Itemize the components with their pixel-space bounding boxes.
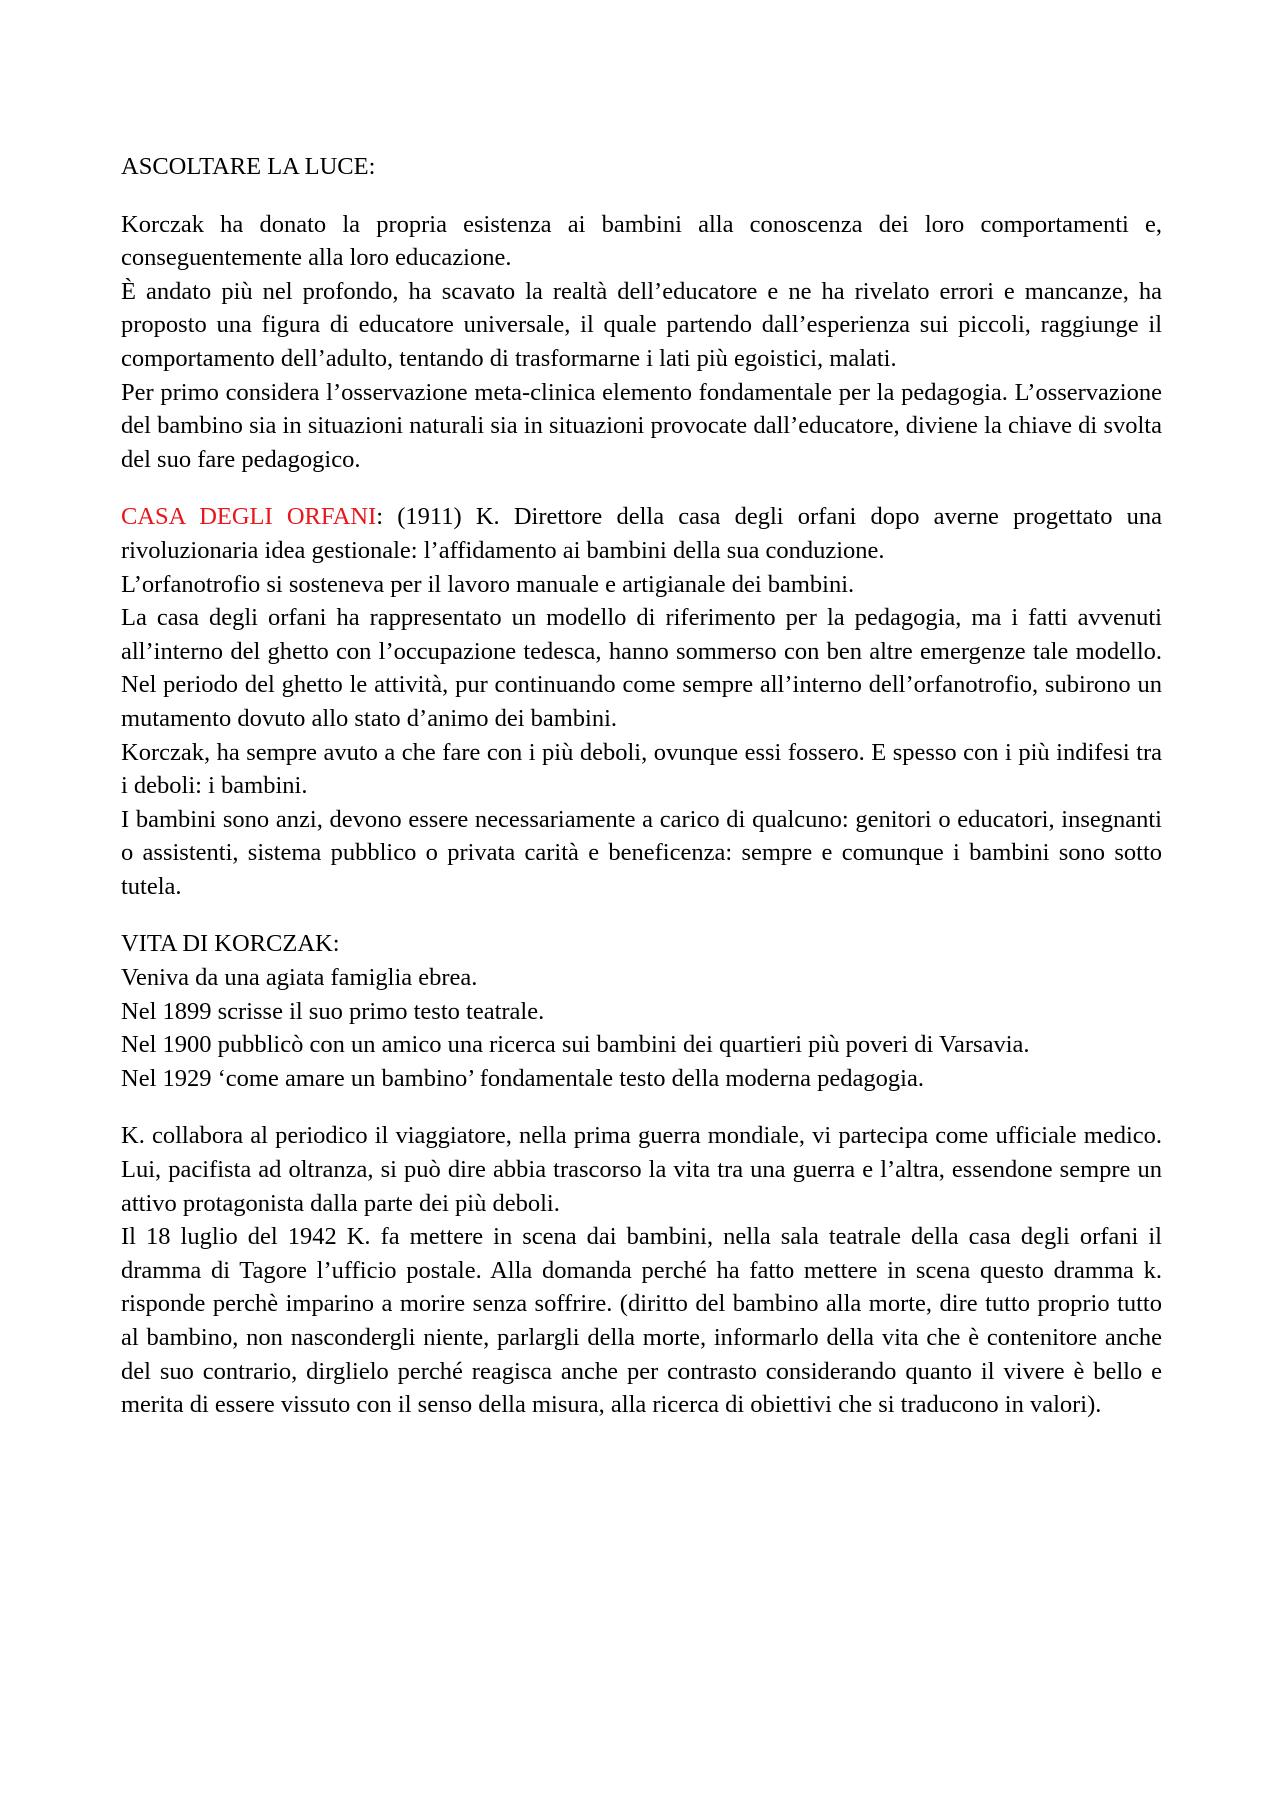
paragraph-gap xyxy=(121,903,1162,927)
paragraph: L’orfanotrofio si sosteneva per il lavoro manuale e artigianale dei bambini. xyxy=(121,570,855,598)
heading-vita-di-korczak: VITA DI KORCZAK: xyxy=(121,930,340,958)
paragraph: Per primo considera l’osservazione meta-clinica elemento fondamentale per la pedagogia. L’osservazione del bambino sia in situazioni naturali sia in situazioni provocate dall’educatore, diviene la chiave di svolta del suo fare pedagogico. xyxy=(121,378,1162,473)
paragraph: Nel 1900 pubblicò con un amico una ricerca sui bambini dei quartieri più poveri di Varsavia. xyxy=(121,1031,1030,1059)
paragraph: Il 18 luglio del 1942 K. fa mettere in scena dai bambini, nella sala teatrale della casa degli orfani il dramma di Tagore l’ufficio postale. Alla domanda perché ha fatto mettere in scena questo dramma k. risponde perchè imparino a morire senza soffrire. (diritto del bambino alla morte, dire tutto proprio tutto al bambino, non nascondergli niente, parlargli della morte, informarlo della vita che è contenitore anche del suo contrario, dirglielo perché reagisca anche per contrasto considerando quanto il vivere è bello e merita di essere vissuto con il senso della misura, alla ricerca di obiettivi che si traducono in valori). xyxy=(121,1223,1162,1419)
paragraph: Korczak, ha sempre avuto a che fare con i più deboli, ovunque essi fossero. E spesso con i più indifesi tra i deboli: i bambini. xyxy=(121,738,1162,800)
paragraph: Veniva da una agiata famiglia ebrea. xyxy=(121,964,478,992)
paragraph-gap xyxy=(121,184,1162,208)
paragraph-text: : (1911) K. Direttore della casa degli orfani dopo averne progettato una rivoluzionaria idea gestionale: l’affidamento ai bambini della sua conduzione. xyxy=(121,503,1163,564)
document-page xyxy=(121,150,1162,1422)
heading-ascoltare-la-luce: ASCOLTARE LA LUCE: xyxy=(121,153,376,180)
paragraph-gap xyxy=(121,1095,1162,1119)
paragraph: I bambini sono anzi, devono essere necessariamente a carico di qualcuno: genitori o educatori, insegnanti o assistenti, sistema pubblico o privata carità e beneficenza: sempre e comunque i bambini sono sotto tutela. xyxy=(121,805,1162,900)
paragraph: K. collabora al periodico il viaggiatore, nella prima guerra mondiale, vi partecipa come ufficiale medico. Lui, pacifista ad oltranza, si può dire abbia trascorso la vita tra una guerra e l’altra, essendone sempre un attivo protagonista dalla parte dei più deboli. xyxy=(121,1122,1162,1217)
heading-casa-degli-orfani: CASA DEGLI ORFANI xyxy=(121,503,377,531)
paragraph-gap xyxy=(121,476,1162,500)
paragraph: La casa degli orfani ha rappresentato un modello di riferimento per la pedagogia, ma i fatti avvenuti all’interno del ghetto con l’occupazione tedesca, hanno sommerso con ben altre emergenze tale modello. Nel periodo del ghetto le attività, pur continuando come sempre all’interno dell’orfanotrofio, subirono un mutamento dovuto allo stato d’animo dei bambini. xyxy=(121,604,1162,732)
paragraph: Nel 1899 scrisse il suo primo testo teatrale. xyxy=(121,997,545,1025)
paragraph: È andato più nel profondo, ha scavato la realtà dell’educatore e ne ha rivelato errori e mancanze, ha proposto una figura di educatore universale, il quale partendo dall’esperienza sui piccoli, raggiunge il comportamento dell’adulto, tentando di trasformarne i lati più egoistici, malati. xyxy=(121,277,1162,372)
paragraph: Nel 1929 ‘come amare un bambino’ fondamentale testo della moderna pedagogia. xyxy=(121,1064,924,1092)
paragraph-casa-degli-orfani xyxy=(121,500,1162,567)
paragraph: Korczak ha donato la propria esistenza ai bambini alla conoscenza dei loro comportamenti e, conseguentemente alla loro educazione. xyxy=(121,210,1162,272)
